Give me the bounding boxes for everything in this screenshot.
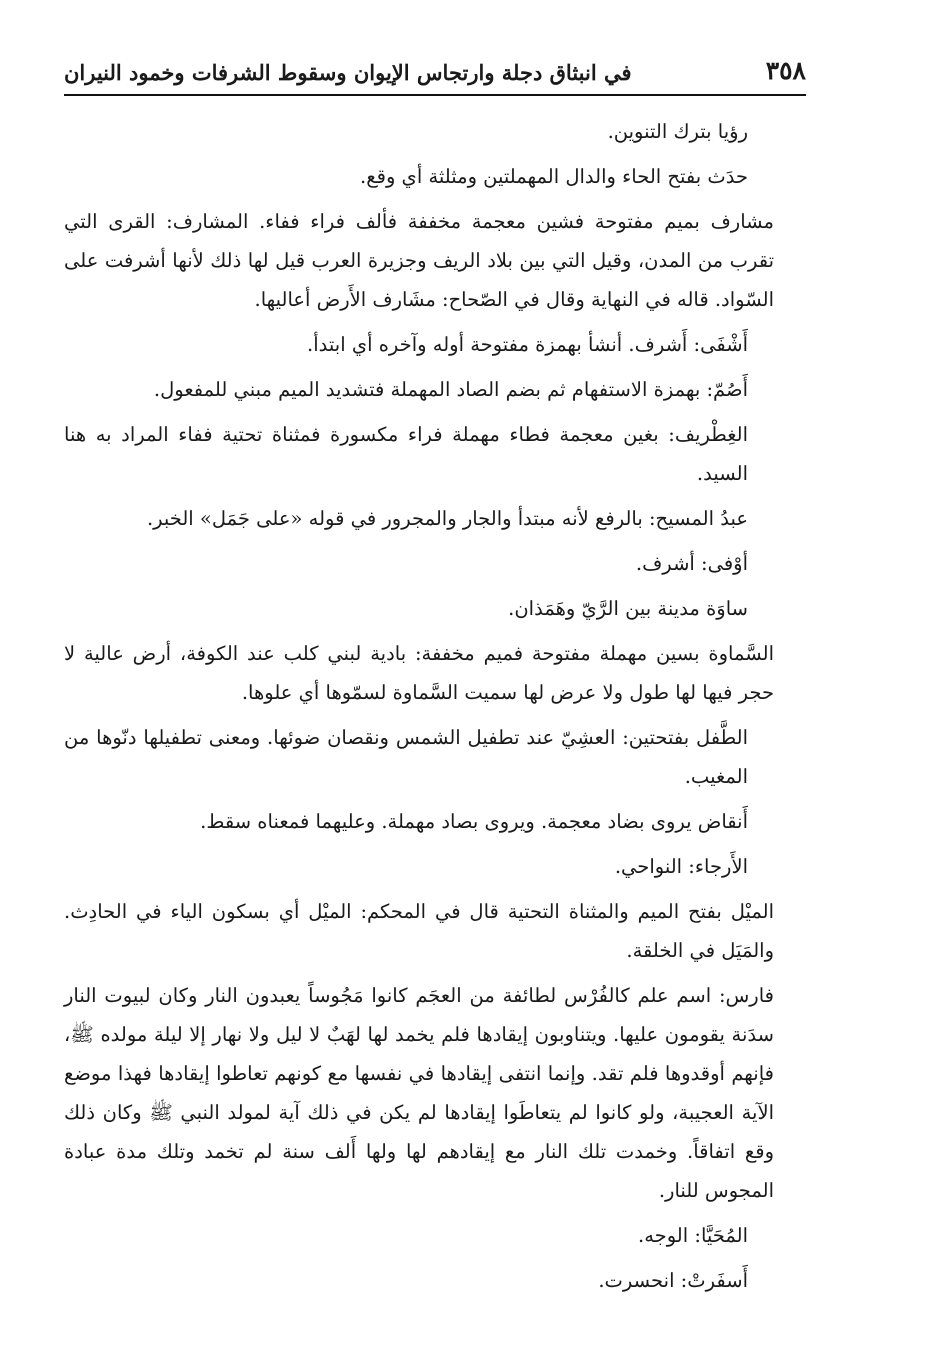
entry-asamm: أَصُمّ: بهمزة الاستفهام ثم بضم الصاد المهملة فتشديد الميم مبني للمفعول. [153,378,748,401]
entry-arja: الأَرجاء: النواحي. [614,855,748,878]
entry-tafal: الطَّفل بفتحتين: العشِيّ عند تطفيل الشمس ونقصان ضوئها. ومعنى تطفيلها دنّوها من المغيب. [64,726,748,788]
entry-anqad: أَنقاض يروى بضاد معجمة. ويروى بصاد مهملة. وعليهما فمعناه سقط. [200,810,748,833]
entry-awfa: أوْفى: أشرف. [635,552,748,575]
entry-ashfa: أَشْفَى: أَشرف. أنشأ بهمزة مفتوحة أوله وآخره أي ابتدأ. [307,333,748,356]
entry-faris: فارس: اسم علم كالفُرْس لطائفة من العجَم كانوا مَجُوساً يعبدون النار وكان لبيوت النار سدَنة يقومون عليها. ويتناوبون إيقادها فلم يخمد لها لهَبٌ لا ليل ولا نهار إلا ليلة مولده ﷺ، فإنهم أوقدوها فلم تقد. وإنما انتفى إيقادها في نفسها مع كونهم تعاطوا إيقادها فهذا موضع الآية العجيبة، ولو كانوا لم يتعاطَوا إيقادها لم يكن في ذلك آية لمولد النبي ﷺ وكان ذلك وقع اتفاقاً. وخمدت تلك النار مع إيقادهم لها ولها أَلف سنة لم تخمد وتلك مدة عبادة المجوس للنار. [64,984,774,1202]
entry-ghitrif: الغِطْريف: بغين معجمة فطاء مهملة فراء مكسورة فمثناة تحتية ففاء المراد به هنا السيد. [64,423,748,485]
page-number: ٣٥٨ [765,56,806,85]
page-header [64,50,806,96]
entry-abd-al-masih: عبدُ المسيح: بالرفع لأنه مبتدأ والجار والمجرور في قوله «على جَمَل» الخبر. [146,507,748,530]
entry-hadath: حدَث بفتح الحاء والدال المهملتين ومثلثة أي وقع. [360,165,748,188]
entry-asfarat: أَسفَرتْ: انحسرت. [598,1269,748,1292]
entry-ruya: رؤيا بترك التنوين. [607,120,748,143]
entry-samawa: السَّماوة بسين مهملة مفتوحة فميم مخففة: بادية لبني كلب عند الكوفة، أرض عالية لا حجر فيها لها طول ولا عرض لها سميت السَّماوة لسمّوها أي علوها. [64,642,774,704]
running-title: في انبثاق دجلة وارتجاس الإيوان وسقوط الشرفات وخمود النيران [64,60,632,85]
glossary-text [64,112,806,1306]
entry-sawa: ساوَة مدينة بين الرَّيّ وهَمَذان. [508,597,748,620]
entry-masharif: مشارف بميم مفتوحة فشين معجمة مخففة فألف فراء ففاء. المشارف: القرى التي تقرب من المدن، وقيل التي بين بلاد الريف وجزيرة العرب قيل لها ذلك لأنها أشرفت على السّواد. قاله في النهاية وقال في الصّحاح: مشَارف الأَرض أعاليها. [64,210,774,311]
entry-muhayya: المُحَيَّا: الوجه. [638,1224,748,1247]
entry-mayl: الميْل بفتح الميم والمثناة التحتية قال في المحكم: الميْل أي بسكون الياء في الحادِث. والمَيَل في الخلقة. [64,900,774,962]
